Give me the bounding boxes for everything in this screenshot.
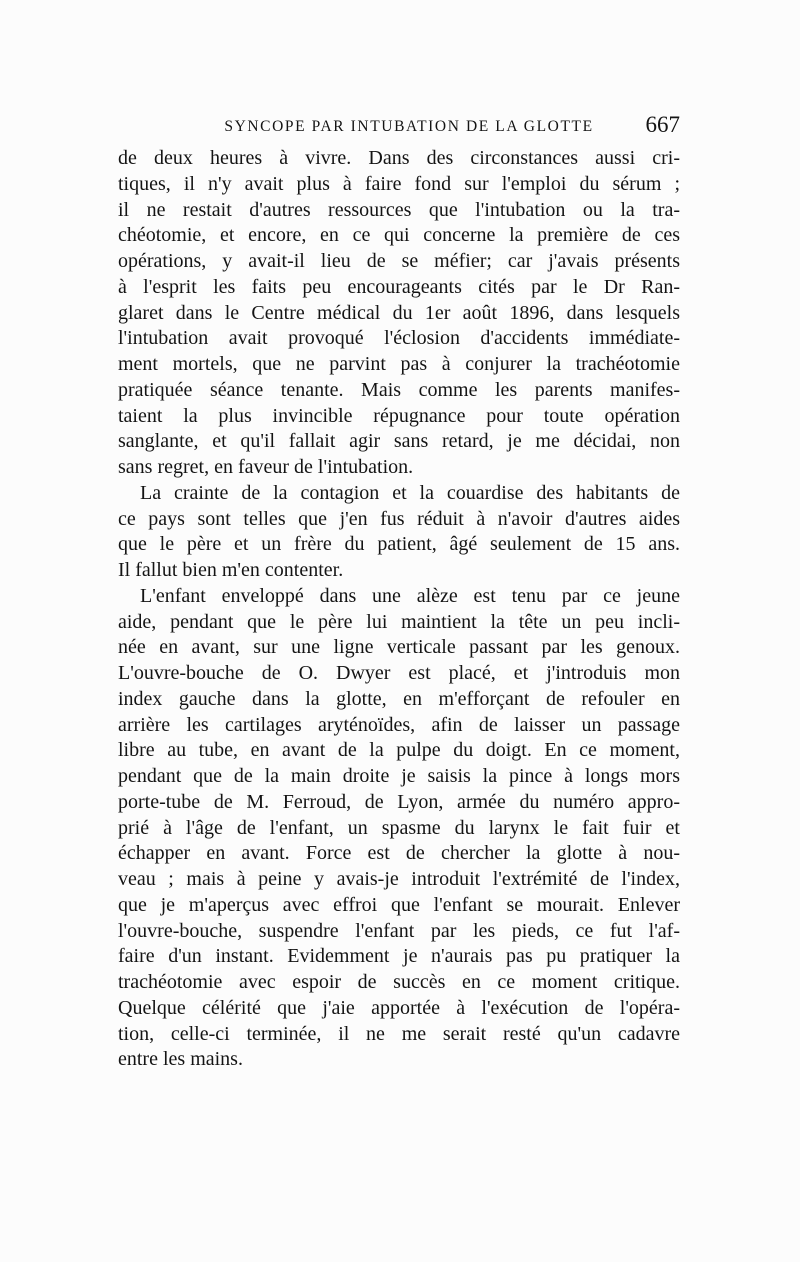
text-line: l'intubation avait provoqué l'éclosion d'accidents immédiate- (118, 327, 680, 350)
paragraph-2 (118, 481, 680, 584)
text-line: il ne restait d'autres ressources que l'intubation ou la tra- (118, 198, 680, 221)
text-line: entre les mains. (118, 1048, 243, 1071)
running-title: SYNCOPE PAR INTUBATION DE LA GLOTTE (224, 118, 594, 135)
page-number: 667 (645, 112, 680, 137)
text-line: L'enfant enveloppé dans une alèze est tenu par ce jeune (140, 584, 680, 607)
text-line: libre au tube, en avant de la pulpe du doigt. En ce moment, (118, 739, 680, 762)
text-line: arrière les cartilages aryténoïdes, afin de laisser un passage (118, 713, 680, 736)
text-line: pendant que de la main droite je saisis la pince à longs mors (118, 765, 680, 787)
body-text (118, 146, 680, 1073)
text-line: tion, celle-ci terminée, il ne me serait resté qu'un cadavre (118, 1022, 680, 1045)
text-line: porte-tube de M. Ferroud, de Lyon, armée du numéro appro- (118, 790, 680, 813)
text-line: sanglante, et qu'il fallait agir sans retard, je me décidai, non (118, 430, 680, 453)
text-line: faire d'un instant. Evidemment je n'aurais pas pu pratiquer la (118, 945, 680, 968)
text-line: tiques, il n'y avait plus à faire fond sur l'emploi du sérum ; (118, 172, 680, 195)
text-line: que le père et un frère du patient, âgé seulement de 15 ans. (118, 533, 680, 556)
text-line: sans regret, en faveur de l'intubation. (118, 456, 414, 478)
text-line: que je m'aperçus avec effroi que l'enfant se mourait. Enlever (118, 893, 680, 916)
text-line: de deux heures à vivre. Dans des circonstances aussi cri- (118, 147, 680, 169)
text-line: taient la plus invincible répugnance pour toute opération (118, 404, 680, 427)
text-line: veau ; mais à peine y avais-je introduit l'extrémité de l'index, (118, 868, 680, 890)
text-line: Quelque célérité que j'aie apportée à l'exécution de l'opéra- (118, 996, 680, 1019)
page-header (118, 112, 680, 144)
text-line: La crainte de la contagion et la couardise des habitants de (140, 481, 680, 504)
text-line: à l'esprit les faits peu encourageants cités par le Dr Ran- (118, 275, 680, 298)
text-line: index gauche dans la glotte, en m'efforçant de refouler en (118, 687, 680, 710)
text-line: échapper en avant. Force est de chercher la glotte à nou- (118, 842, 680, 865)
paragraph-1 (118, 146, 680, 481)
text-line: pratiquée séance tenante. Mais comme les parents manifes- (118, 378, 680, 401)
text-line: aide, pendant que le père lui maintient la tête un peu incli- (118, 610, 680, 633)
text-line: née en avant, sur une ligne verticale passant par les genoux. (118, 636, 680, 659)
text-line: ment mortels, que ne parvint pas à conjurer la trachéotomie (118, 353, 680, 375)
text-line: prié à l'âge de l'enfant, un spasme du larynx le fait fuir et (118, 816, 680, 839)
text-line: trachéotomie avec espoir de succès en ce moment critique. (118, 971, 680, 993)
text-line: l'ouvre-bouche, suspendre l'enfant par les pieds, ce fut l'af- (118, 919, 680, 942)
text-line: Il fallut bien m'en contenter. (118, 559, 344, 581)
text-line: chéotomie, et encore, en ce qui concerne la première de ces (118, 224, 680, 247)
text-line: L'ouvre-bouche de O. Dwyer est placé, et j'introduis mon (118, 662, 680, 684)
text-line: ce pays sont telles que j'en fus réduit à n'avoir d'autres aides (118, 507, 680, 530)
paragraph-3 (118, 584, 680, 1073)
text-line: opérations, y avait-il lieu de se méfier; car j'avais présents (118, 250, 680, 272)
text-line: glaret dans le Centre médical du 1er août 1896, dans lesquels (118, 301, 680, 324)
